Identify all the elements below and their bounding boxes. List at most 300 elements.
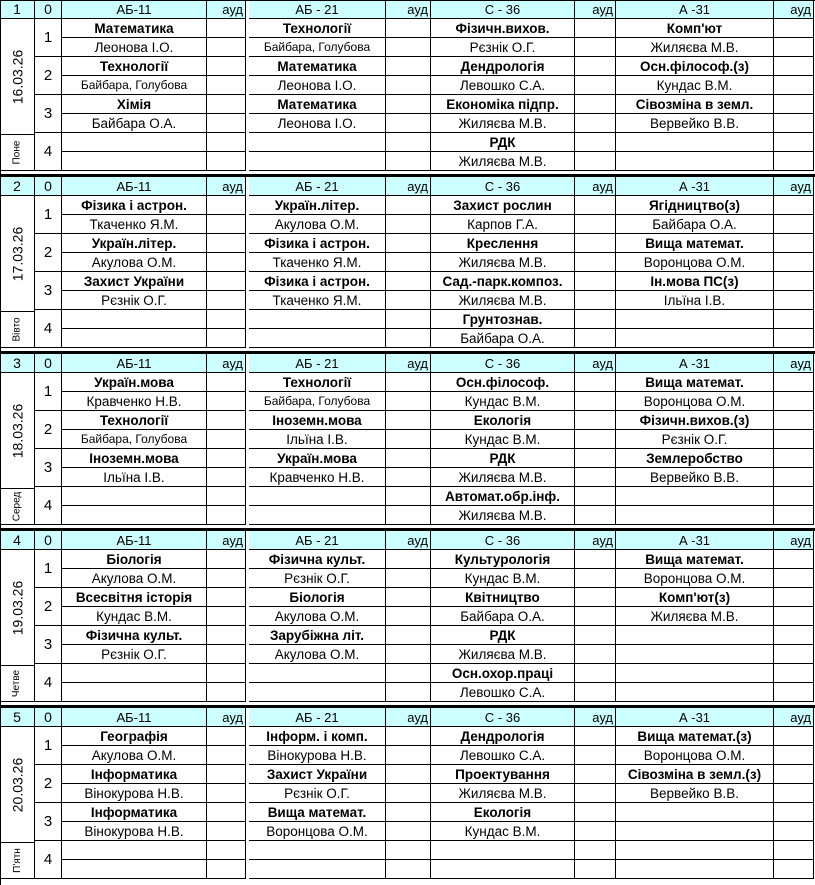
lesson-subject[interactable]: Захист України bbox=[249, 765, 386, 784]
aud-cell[interactable] bbox=[774, 310, 814, 329]
aud-cell[interactable] bbox=[207, 784, 246, 803]
lesson-subject[interactable] bbox=[62, 664, 207, 683]
aud-cell[interactable] bbox=[575, 329, 616, 348]
aud-cell[interactable] bbox=[575, 626, 616, 645]
lesson-teacher[interactable]: Байбара, Голубова bbox=[62, 430, 207, 449]
aud-cell[interactable] bbox=[575, 449, 616, 468]
aud-cell[interactable] bbox=[575, 38, 616, 57]
aud-cell[interactable] bbox=[774, 57, 814, 76]
lesson-teacher[interactable]: Левошко С.А. bbox=[431, 746, 575, 765]
aud-cell[interactable] bbox=[207, 152, 246, 171]
lesson-teacher[interactable]: Вервейко В.В. bbox=[616, 468, 774, 487]
lesson-subject[interactable]: РДК bbox=[431, 133, 575, 152]
lesson-teacher[interactable]: Байбара, Голубова bbox=[62, 76, 207, 95]
aud-cell[interactable] bbox=[774, 19, 814, 38]
aud-cell[interactable] bbox=[774, 215, 814, 234]
lesson-teacher[interactable] bbox=[616, 506, 774, 525]
aud-cell[interactable] bbox=[774, 373, 814, 392]
aud-cell[interactable] bbox=[774, 645, 814, 664]
lesson-teacher[interactable]: Ткаченко Я.М. bbox=[249, 291, 386, 310]
lesson-subject[interactable]: Осн.охор.праці bbox=[431, 664, 575, 683]
lesson-teacher[interactable]: Леонова І.О. bbox=[249, 76, 386, 95]
lesson-subject[interactable]: Сівозміна в земл.(з) bbox=[616, 765, 774, 784]
aud-cell[interactable] bbox=[386, 727, 431, 746]
lesson-teacher[interactable] bbox=[249, 152, 386, 171]
lesson-subject[interactable] bbox=[616, 841, 774, 860]
aud-cell[interactable] bbox=[207, 860, 246, 879]
aud-cell[interactable] bbox=[575, 607, 616, 626]
lesson-teacher[interactable]: Жиляєва М.В. bbox=[431, 291, 575, 310]
lesson-subject[interactable]: Фізичн.вихов. bbox=[431, 19, 575, 38]
aud-cell[interactable] bbox=[575, 253, 616, 272]
lesson-subject[interactable]: Ін.мова ПС(з) bbox=[616, 272, 774, 291]
aud-cell[interactable] bbox=[774, 392, 814, 411]
aud-cell[interactable] bbox=[774, 822, 814, 841]
aud-cell[interactable] bbox=[207, 196, 246, 215]
lesson-subject[interactable]: Грунтознав. bbox=[431, 310, 575, 329]
aud-cell[interactable] bbox=[386, 588, 431, 607]
lesson-subject[interactable]: Фізика і астрон. bbox=[62, 196, 207, 215]
aud-cell[interactable] bbox=[386, 841, 431, 860]
aud-cell[interactable] bbox=[774, 765, 814, 784]
lesson-teacher[interactable]: Жиляєва М.В. bbox=[431, 784, 575, 803]
aud-cell[interactable] bbox=[386, 373, 431, 392]
lesson-teacher[interactable] bbox=[616, 152, 774, 171]
lesson-subject[interactable]: Фізика і астрон. bbox=[249, 272, 386, 291]
lesson-teacher[interactable]: Кундас В.М. bbox=[431, 569, 575, 588]
lesson-subject[interactable]: Іноземн.мова bbox=[62, 449, 207, 468]
aud-cell[interactable] bbox=[386, 38, 431, 57]
lesson-teacher[interactable]: Жиляєва М.В. bbox=[616, 38, 774, 57]
lesson-subject[interactable] bbox=[62, 133, 207, 152]
lesson-teacher[interactable] bbox=[616, 683, 774, 702]
aud-cell[interactable] bbox=[386, 411, 431, 430]
lesson-subject[interactable] bbox=[616, 487, 774, 506]
aud-cell[interactable] bbox=[575, 803, 616, 822]
aud-cell[interactable] bbox=[575, 487, 616, 506]
aud-cell[interactable] bbox=[575, 550, 616, 569]
lesson-subject[interactable]: Україн.літер. bbox=[249, 196, 386, 215]
lesson-subject[interactable]: Вища математ. bbox=[249, 803, 386, 822]
lesson-subject[interactable]: Фізична культ. bbox=[62, 626, 207, 645]
aud-cell[interactable] bbox=[575, 664, 616, 683]
aud-cell[interactable] bbox=[207, 234, 246, 253]
lesson-teacher[interactable] bbox=[62, 152, 207, 171]
lesson-teacher[interactable]: Байбара О.А. bbox=[62, 114, 207, 133]
aud-cell[interactable] bbox=[207, 215, 246, 234]
lesson-teacher[interactable]: Кундас В.М. bbox=[431, 392, 575, 411]
lesson-teacher[interactable] bbox=[249, 506, 386, 525]
aud-cell[interactable] bbox=[386, 506, 431, 525]
aud-cell[interactable] bbox=[774, 569, 814, 588]
lesson-teacher[interactable] bbox=[62, 506, 207, 525]
aud-cell[interactable] bbox=[575, 645, 616, 664]
aud-cell[interactable] bbox=[207, 133, 246, 152]
lesson-subject[interactable]: Землеробство bbox=[616, 449, 774, 468]
lesson-subject[interactable]: Фізична культ. bbox=[249, 550, 386, 569]
aud-cell[interactable] bbox=[386, 234, 431, 253]
lesson-teacher[interactable]: Кундас В.М. bbox=[616, 76, 774, 95]
aud-cell[interactable] bbox=[575, 765, 616, 784]
aud-cell[interactable] bbox=[386, 152, 431, 171]
lesson-subject[interactable]: Вища математ. bbox=[616, 234, 774, 253]
aud-cell[interactable] bbox=[207, 468, 246, 487]
aud-cell[interactable] bbox=[386, 133, 431, 152]
aud-cell[interactable] bbox=[774, 38, 814, 57]
lesson-subject[interactable]: Вища математ. bbox=[616, 373, 774, 392]
lesson-teacher[interactable] bbox=[249, 683, 386, 702]
lesson-subject[interactable]: Захист рослин bbox=[431, 196, 575, 215]
aud-cell[interactable] bbox=[386, 76, 431, 95]
aud-cell[interactable] bbox=[774, 550, 814, 569]
aud-cell[interactable] bbox=[207, 272, 246, 291]
lesson-teacher[interactable] bbox=[62, 683, 207, 702]
aud-cell[interactable] bbox=[207, 487, 246, 506]
lesson-subject[interactable]: Дендрологія bbox=[431, 57, 575, 76]
lesson-subject[interactable] bbox=[62, 487, 207, 506]
lesson-subject[interactable]: РДК bbox=[431, 626, 575, 645]
lesson-teacher[interactable] bbox=[249, 329, 386, 348]
aud-cell[interactable] bbox=[386, 550, 431, 569]
aud-cell[interactable] bbox=[207, 727, 246, 746]
aud-cell[interactable] bbox=[207, 607, 246, 626]
lesson-teacher[interactable]: Рєзнік О.Г. bbox=[249, 784, 386, 803]
lesson-teacher[interactable]: Байбара, Голубова bbox=[249, 392, 386, 411]
lesson-teacher[interactable]: Кундас В.М. bbox=[431, 430, 575, 449]
aud-cell[interactable] bbox=[207, 588, 246, 607]
lesson-teacher[interactable]: Жиляєва М.В. bbox=[431, 152, 575, 171]
aud-cell[interactable] bbox=[774, 468, 814, 487]
aud-cell[interactable] bbox=[386, 272, 431, 291]
aud-cell[interactable] bbox=[386, 114, 431, 133]
aud-cell[interactable] bbox=[774, 253, 814, 272]
lesson-subject[interactable]: Сад.-парк.композ. bbox=[431, 272, 575, 291]
lesson-teacher[interactable]: Ткаченко Я.М. bbox=[249, 253, 386, 272]
lesson-teacher[interactable]: Байбара О.А. bbox=[431, 607, 575, 626]
aud-cell[interactable] bbox=[386, 430, 431, 449]
aud-cell[interactable] bbox=[207, 38, 246, 57]
lesson-subject[interactable]: Осн.філософ. bbox=[431, 373, 575, 392]
aud-cell[interactable] bbox=[575, 291, 616, 310]
lesson-teacher[interactable]: Ільїна І.В. bbox=[62, 468, 207, 487]
lesson-teacher[interactable]: Вінокурова Н.В. bbox=[62, 822, 207, 841]
aud-cell[interactable] bbox=[386, 683, 431, 702]
aud-cell[interactable] bbox=[207, 683, 246, 702]
lesson-subject[interactable] bbox=[616, 133, 774, 152]
aud-cell[interactable] bbox=[207, 841, 246, 860]
aud-cell[interactable] bbox=[575, 95, 616, 114]
lesson-teacher[interactable]: Воронцова О.М. bbox=[616, 569, 774, 588]
aud-cell[interactable] bbox=[386, 253, 431, 272]
aud-cell[interactable] bbox=[774, 272, 814, 291]
aud-cell[interactable] bbox=[575, 57, 616, 76]
lesson-teacher[interactable]: Рєзнік О.Г. bbox=[62, 645, 207, 664]
lesson-subject[interactable]: Культурологія bbox=[431, 550, 575, 569]
lesson-teacher[interactable]: Жиляєва М.В. bbox=[431, 468, 575, 487]
lesson-teacher[interactable]: Леонова І.О. bbox=[62, 38, 207, 57]
lesson-subject[interactable]: Автомат.обр.інф. bbox=[431, 487, 575, 506]
aud-cell[interactable] bbox=[774, 411, 814, 430]
lesson-subject[interactable] bbox=[249, 487, 386, 506]
aud-cell[interactable] bbox=[207, 645, 246, 664]
lesson-teacher[interactable]: Ільїна І.В. bbox=[616, 291, 774, 310]
aud-cell[interactable] bbox=[386, 645, 431, 664]
lesson-subject[interactable]: Зарубіжна літ. bbox=[249, 626, 386, 645]
lesson-subject[interactable]: Україн.мова bbox=[249, 449, 386, 468]
aud-cell[interactable] bbox=[207, 310, 246, 329]
lesson-teacher[interactable]: Жиляєва М.В. bbox=[431, 253, 575, 272]
lesson-teacher[interactable]: Кравченко Н.В. bbox=[249, 468, 386, 487]
lesson-teacher[interactable]: Кравченко Н.В. bbox=[62, 392, 207, 411]
aud-cell[interactable] bbox=[575, 746, 616, 765]
lesson-subject[interactable]: Проектування bbox=[431, 765, 575, 784]
aud-cell[interactable] bbox=[386, 626, 431, 645]
lesson-teacher[interactable] bbox=[431, 860, 575, 879]
aud-cell[interactable] bbox=[207, 411, 246, 430]
aud-cell[interactable] bbox=[575, 506, 616, 525]
aud-cell[interactable] bbox=[774, 803, 814, 822]
lesson-teacher[interactable]: Жиляєва М.В. bbox=[431, 114, 575, 133]
aud-cell[interactable] bbox=[774, 76, 814, 95]
lesson-subject[interactable]: Всесвітня історія bbox=[62, 588, 207, 607]
lesson-subject[interactable]: Креслення bbox=[431, 234, 575, 253]
aud-cell[interactable] bbox=[575, 310, 616, 329]
lesson-subject[interactable]: Комп'ют(з) bbox=[616, 588, 774, 607]
lesson-subject[interactable]: Екологія bbox=[431, 803, 575, 822]
aud-cell[interactable] bbox=[575, 727, 616, 746]
aud-cell[interactable] bbox=[207, 329, 246, 348]
aud-cell[interactable] bbox=[386, 569, 431, 588]
aud-cell[interactable] bbox=[575, 114, 616, 133]
lesson-subject[interactable]: Вища математ. bbox=[616, 550, 774, 569]
lesson-teacher[interactable]: Акулова О.М. bbox=[62, 253, 207, 272]
lesson-subject[interactable] bbox=[249, 664, 386, 683]
lesson-teacher[interactable] bbox=[62, 329, 207, 348]
lesson-subject[interactable]: Сівозміна в земл. bbox=[616, 95, 774, 114]
aud-cell[interactable] bbox=[207, 373, 246, 392]
lesson-teacher[interactable]: Кундас В.М. bbox=[431, 822, 575, 841]
aud-cell[interactable] bbox=[774, 841, 814, 860]
lesson-teacher[interactable]: Рєзнік О.Г. bbox=[62, 291, 207, 310]
aud-cell[interactable] bbox=[774, 291, 814, 310]
lesson-subject[interactable]: Хімія bbox=[62, 95, 207, 114]
lesson-teacher[interactable]: Вервейко В.В. bbox=[616, 114, 774, 133]
lesson-subject[interactable]: Інформ. і комп. bbox=[249, 727, 386, 746]
aud-cell[interactable] bbox=[207, 803, 246, 822]
lesson-teacher[interactable]: Леонова І.О. bbox=[249, 114, 386, 133]
aud-cell[interactable] bbox=[207, 19, 246, 38]
aud-cell[interactable] bbox=[386, 664, 431, 683]
aud-cell[interactable] bbox=[207, 569, 246, 588]
aud-cell[interactable] bbox=[774, 449, 814, 468]
aud-cell[interactable] bbox=[774, 683, 814, 702]
aud-cell[interactable] bbox=[774, 152, 814, 171]
lesson-teacher[interactable]: Жиляєва М.В. bbox=[431, 506, 575, 525]
aud-cell[interactable] bbox=[386, 822, 431, 841]
aud-cell[interactable] bbox=[575, 133, 616, 152]
aud-cell[interactable] bbox=[774, 506, 814, 525]
lesson-teacher[interactable] bbox=[616, 860, 774, 879]
aud-cell[interactable] bbox=[774, 234, 814, 253]
lesson-teacher[interactable]: Жиляєва М.В. bbox=[431, 645, 575, 664]
aud-cell[interactable] bbox=[575, 215, 616, 234]
lesson-teacher[interactable]: Акулова О.М. bbox=[62, 746, 207, 765]
aud-cell[interactable] bbox=[774, 607, 814, 626]
lesson-teacher[interactable]: Левошко С.А. bbox=[431, 683, 575, 702]
lesson-teacher[interactable] bbox=[616, 822, 774, 841]
lesson-teacher[interactable]: Ільїна І.В. bbox=[249, 430, 386, 449]
aud-cell[interactable] bbox=[575, 196, 616, 215]
lesson-teacher[interactable]: Воронцова О.М. bbox=[616, 253, 774, 272]
aud-cell[interactable] bbox=[575, 19, 616, 38]
lesson-teacher[interactable]: Воронцова О.М. bbox=[616, 746, 774, 765]
lesson-subject[interactable]: Біологія bbox=[249, 588, 386, 607]
aud-cell[interactable] bbox=[575, 588, 616, 607]
lesson-teacher[interactable]: Жиляєва М.В. bbox=[616, 607, 774, 626]
aud-cell[interactable] bbox=[386, 19, 431, 38]
aud-cell[interactable] bbox=[575, 683, 616, 702]
aud-cell[interactable] bbox=[207, 506, 246, 525]
lesson-teacher[interactable]: Акулова О.М. bbox=[249, 215, 386, 234]
aud-cell[interactable] bbox=[207, 746, 246, 765]
aud-cell[interactable] bbox=[207, 57, 246, 76]
lesson-subject[interactable] bbox=[62, 841, 207, 860]
lesson-subject[interactable]: Квітництво bbox=[431, 588, 575, 607]
aud-cell[interactable] bbox=[774, 487, 814, 506]
aud-cell[interactable] bbox=[386, 468, 431, 487]
lesson-teacher[interactable]: Воронцова О.М. bbox=[249, 822, 386, 841]
aud-cell[interactable] bbox=[207, 253, 246, 272]
aud-cell[interactable] bbox=[207, 95, 246, 114]
aud-cell[interactable] bbox=[207, 114, 246, 133]
aud-cell[interactable] bbox=[386, 765, 431, 784]
lesson-subject[interactable] bbox=[616, 626, 774, 645]
aud-cell[interactable] bbox=[575, 784, 616, 803]
aud-cell[interactable] bbox=[575, 468, 616, 487]
aud-cell[interactable] bbox=[207, 291, 246, 310]
aud-cell[interactable] bbox=[386, 803, 431, 822]
aud-cell[interactable] bbox=[575, 569, 616, 588]
aud-cell[interactable] bbox=[386, 487, 431, 506]
aud-cell[interactable] bbox=[386, 57, 431, 76]
lesson-subject[interactable]: Фізика і астрон. bbox=[249, 234, 386, 253]
aud-cell[interactable] bbox=[207, 822, 246, 841]
lesson-subject[interactable]: Екологія bbox=[431, 411, 575, 430]
lesson-teacher[interactable]: Вервейко В.В. bbox=[616, 784, 774, 803]
aud-cell[interactable] bbox=[207, 392, 246, 411]
aud-cell[interactable] bbox=[386, 215, 431, 234]
aud-cell[interactable] bbox=[774, 133, 814, 152]
aud-cell[interactable] bbox=[386, 607, 431, 626]
lesson-subject[interactable]: Україн.мова bbox=[62, 373, 207, 392]
lesson-teacher[interactable]: Карпов Г.А. bbox=[431, 215, 575, 234]
lesson-subject[interactable]: Фізичн.вихов.(з) bbox=[616, 411, 774, 430]
aud-cell[interactable] bbox=[774, 114, 814, 133]
aud-cell[interactable] bbox=[207, 430, 246, 449]
lesson-subject[interactable]: Комп'ют bbox=[616, 19, 774, 38]
aud-cell[interactable] bbox=[386, 310, 431, 329]
lesson-subject[interactable]: Технології bbox=[249, 19, 386, 38]
aud-cell[interactable] bbox=[386, 291, 431, 310]
lesson-subject[interactable]: Україн.літер. bbox=[62, 234, 207, 253]
lesson-subject[interactable]: Ягідництво(з) bbox=[616, 196, 774, 215]
aud-cell[interactable] bbox=[774, 784, 814, 803]
lesson-subject[interactable]: Технології bbox=[62, 411, 207, 430]
lesson-subject[interactable]: Математика bbox=[249, 95, 386, 114]
lesson-teacher[interactable]: Акулова О.М. bbox=[62, 569, 207, 588]
aud-cell[interactable] bbox=[207, 550, 246, 569]
aud-cell[interactable] bbox=[386, 860, 431, 879]
lesson-subject[interactable] bbox=[431, 841, 575, 860]
lesson-subject[interactable]: Технології bbox=[62, 57, 207, 76]
aud-cell[interactable] bbox=[386, 392, 431, 411]
aud-cell[interactable] bbox=[774, 196, 814, 215]
aud-cell[interactable] bbox=[774, 860, 814, 879]
lesson-teacher[interactable]: Рєзнік О.Г. bbox=[431, 38, 575, 57]
lesson-teacher[interactable]: Вінокурова Н.В. bbox=[249, 746, 386, 765]
aud-cell[interactable] bbox=[575, 822, 616, 841]
aud-cell[interactable] bbox=[207, 626, 246, 645]
lesson-subject[interactable] bbox=[249, 310, 386, 329]
lesson-teacher[interactable]: Байбара, Голубова bbox=[249, 38, 386, 57]
lesson-subject[interactable]: Вища математ.(з) bbox=[616, 727, 774, 746]
aud-cell[interactable] bbox=[386, 784, 431, 803]
lesson-subject[interactable] bbox=[616, 310, 774, 329]
aud-cell[interactable] bbox=[575, 272, 616, 291]
aud-cell[interactable] bbox=[386, 196, 431, 215]
lesson-subject[interactable]: Захист України bbox=[62, 272, 207, 291]
aud-cell[interactable] bbox=[774, 95, 814, 114]
aud-cell[interactable] bbox=[207, 76, 246, 95]
lesson-teacher[interactable]: Байбара О.А. bbox=[616, 215, 774, 234]
aud-cell[interactable] bbox=[386, 746, 431, 765]
aud-cell[interactable] bbox=[386, 95, 431, 114]
aud-cell[interactable] bbox=[774, 626, 814, 645]
lesson-teacher[interactable] bbox=[616, 645, 774, 664]
aud-cell[interactable] bbox=[575, 411, 616, 430]
aud-cell[interactable] bbox=[207, 664, 246, 683]
lesson-subject[interactable]: Математика bbox=[62, 19, 207, 38]
aud-cell[interactable] bbox=[774, 588, 814, 607]
lesson-subject[interactable] bbox=[249, 841, 386, 860]
lesson-subject[interactable] bbox=[616, 803, 774, 822]
aud-cell[interactable] bbox=[774, 430, 814, 449]
aud-cell[interactable] bbox=[575, 392, 616, 411]
aud-cell[interactable] bbox=[575, 234, 616, 253]
lesson-subject[interactable]: Дендрологія bbox=[431, 727, 575, 746]
lesson-teacher[interactable] bbox=[616, 329, 774, 348]
lesson-subject[interactable]: РДК bbox=[431, 449, 575, 468]
lesson-teacher[interactable]: Воронцова О.М. bbox=[616, 392, 774, 411]
lesson-teacher[interactable] bbox=[249, 860, 386, 879]
aud-cell[interactable] bbox=[575, 373, 616, 392]
aud-cell[interactable] bbox=[207, 765, 246, 784]
aud-cell[interactable] bbox=[207, 449, 246, 468]
lesson-teacher[interactable]: Акулова О.М. bbox=[249, 645, 386, 664]
aud-cell[interactable] bbox=[575, 152, 616, 171]
lesson-teacher[interactable]: Байбара О.А. bbox=[431, 329, 575, 348]
aud-cell[interactable] bbox=[774, 664, 814, 683]
lesson-subject[interactable]: Осн.філософ.(з) bbox=[616, 57, 774, 76]
aud-cell[interactable] bbox=[774, 329, 814, 348]
aud-cell[interactable] bbox=[575, 841, 616, 860]
aud-cell[interactable] bbox=[386, 449, 431, 468]
lesson-subject[interactable]: Іноземн.мова bbox=[249, 411, 386, 430]
aud-cell[interactable] bbox=[774, 727, 814, 746]
lesson-teacher[interactable]: Акулова О.М. bbox=[249, 607, 386, 626]
lesson-subject[interactable] bbox=[616, 664, 774, 683]
lesson-teacher[interactable]: Вінокурова Н.В. bbox=[62, 784, 207, 803]
